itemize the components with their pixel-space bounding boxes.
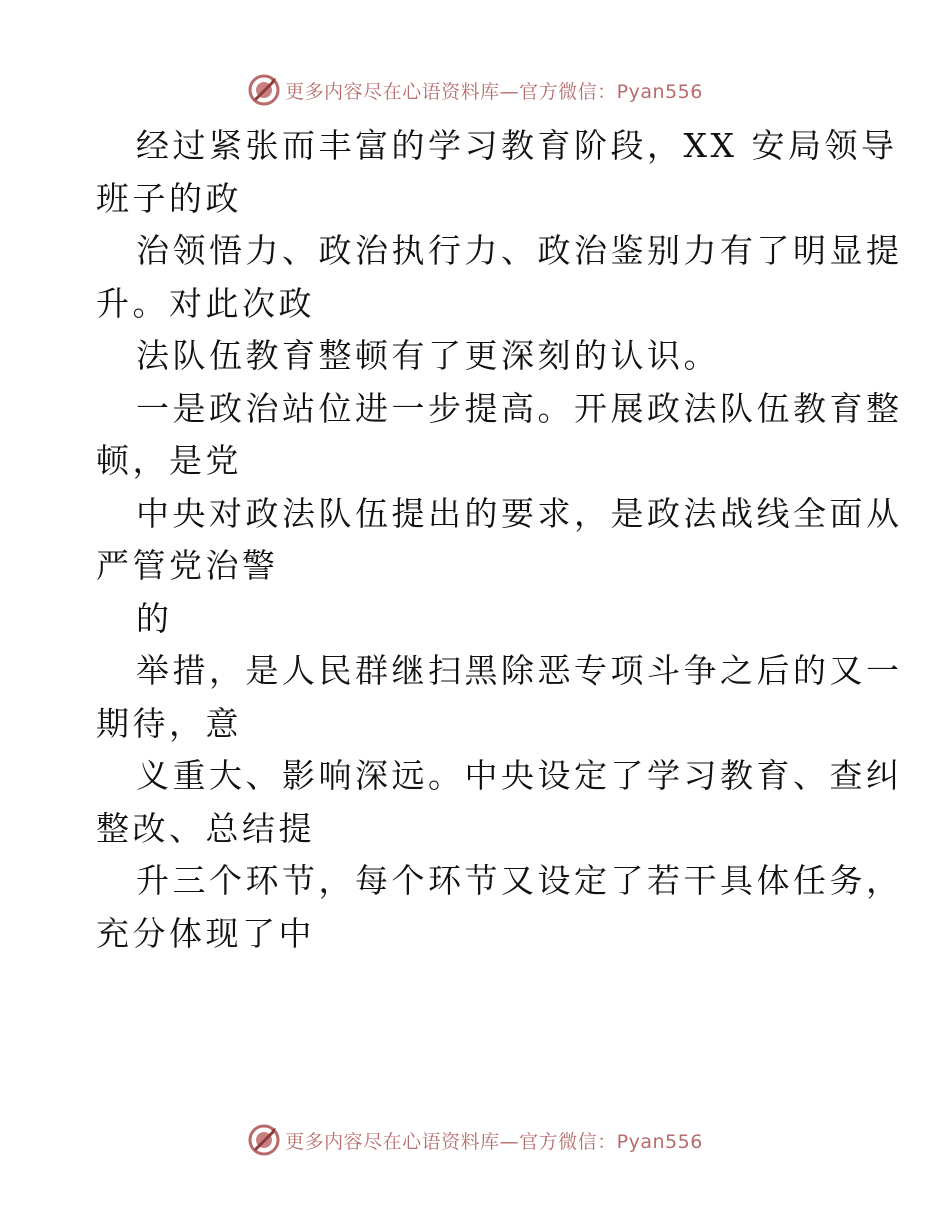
body-line: 顿，是党 — [96, 441, 242, 480]
header-banner-text: 更多内容尽在心语资料库—官方微信：Pyan556 — [285, 80, 703, 103]
body-line: 严管党治警 — [96, 546, 279, 585]
seal-logo-icon — [247, 73, 281, 107]
body-line: 举措，是人民群继扫黑除恶专项斗争之后的又一 — [136, 651, 903, 690]
body-line: 一是政治站位进一步提高。开展政法队伍教育整 — [136, 388, 903, 428]
body-line: 充分体现了中 — [96, 913, 315, 953]
body-line: 期待，意 — [96, 703, 242, 743]
body-line: 中央对政法队伍提出的要求，是政法战线全面从 — [136, 493, 903, 533]
footer-banner — [0, 1122, 950, 1158]
body-line: 升。对此次政 — [96, 283, 315, 323]
document-body — [96, 120, 903, 960]
header-banner — [0, 72, 950, 108]
body-line: 升三个环节，每个环节又设定了若干具体任务， — [136, 861, 903, 900]
body-line: 经过紧张而丰富的学习教育阶段，XX 安局领导 — [136, 126, 898, 165]
body-line: 法队伍教育整顿有了更深刻的认识。 — [136, 336, 720, 375]
body-line: 治领悟力、政治执行力、政治鉴别力有了明显提 — [136, 231, 903, 270]
body-line: 整改、总结提 — [96, 808, 315, 848]
body-line: 班子的政 — [96, 178, 242, 218]
footer-banner-text: 更多内容尽在心语资料库—官方微信：Pyan556 — [285, 1130, 703, 1153]
body-line: 义重大、影响深远。中央设定了学习教育、查纠 — [136, 756, 903, 795]
body-line: 的 — [136, 598, 173, 638]
seal-logo-icon — [247, 1123, 281, 1157]
